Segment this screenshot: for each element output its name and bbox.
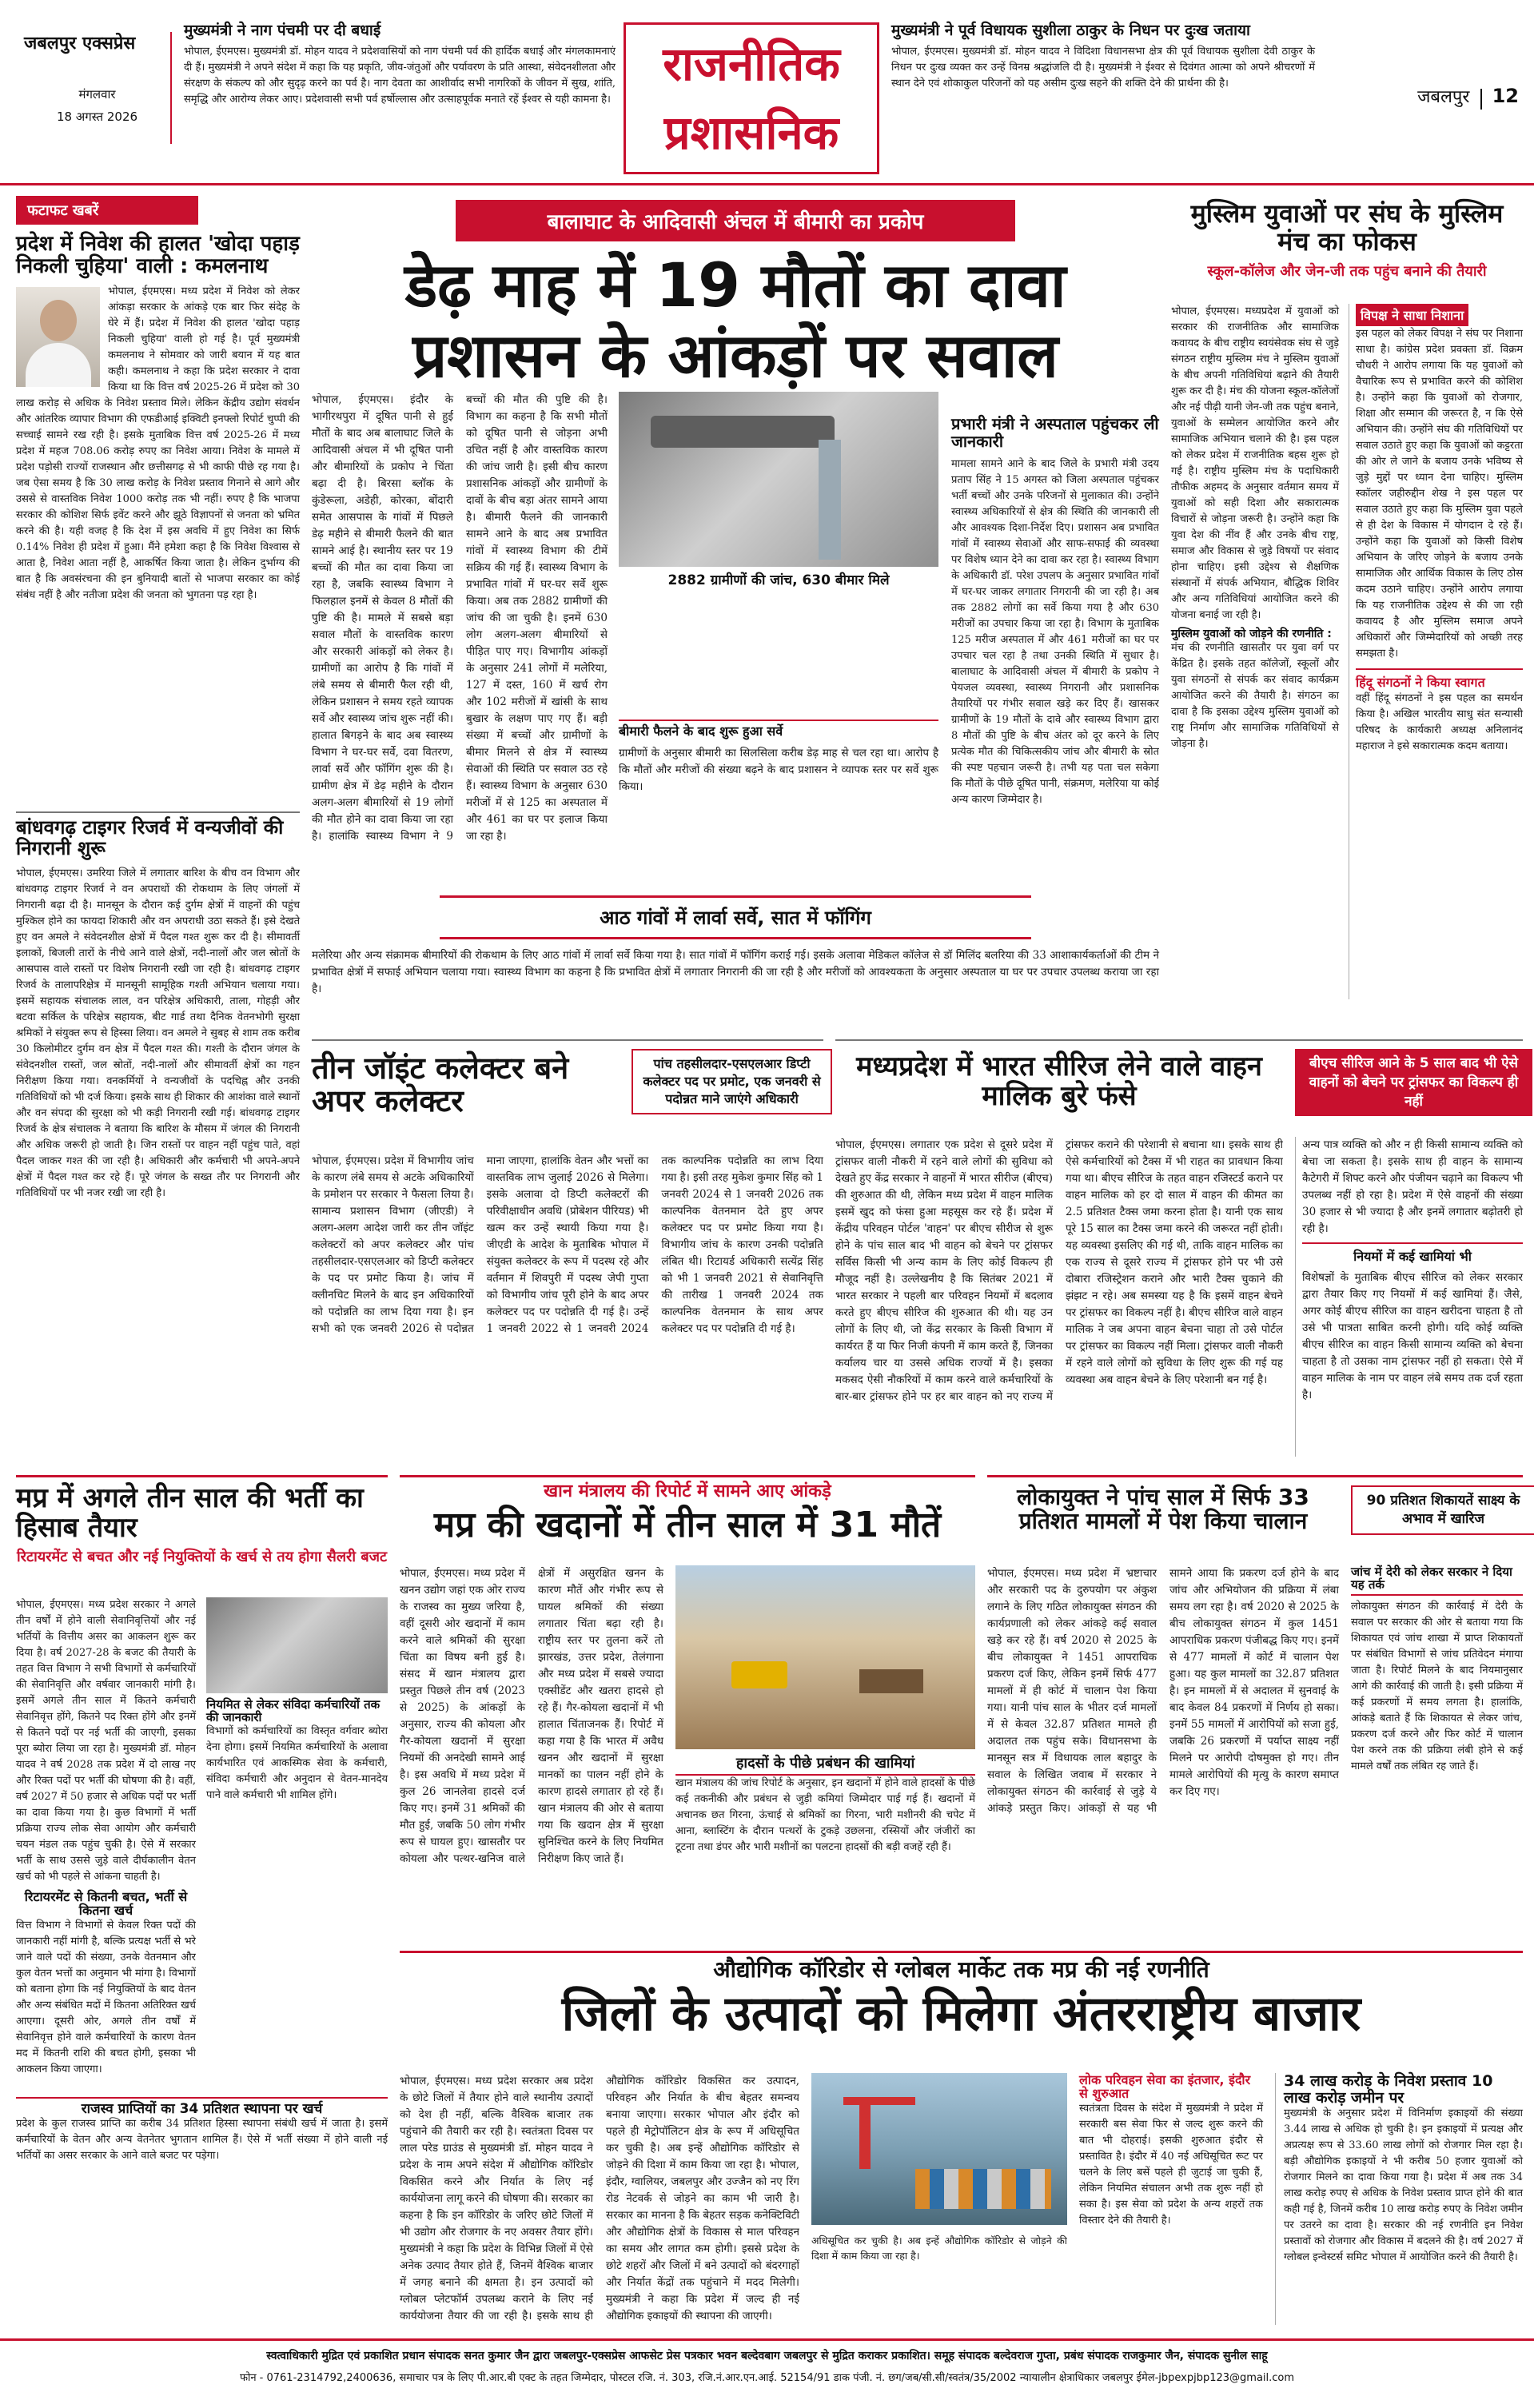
bh-box: बीएच सीरिज आने के 5 साल बाद भी ऐसे वाहनों को बेचने पर ट्रांसफर का विकल्प ही नहीं [1295, 1049, 1532, 1116]
collector-story [312, 1039, 823, 1463]
muslim-headline: मुस्लिम युवाओं पर संघ के मुस्लिम मंच का फोकस [1190, 198, 1504, 257]
muslim-main-col [1171, 304, 1339, 999]
collector-box: पांच तहसीलदार-एसएलआर डिप्टी कलेक्टर पद पर प्रमोट, एक जनवरी से पदोन्नत माने जाएंगे अधिकारी [632, 1049, 832, 1114]
issue-day: मंगलवार [78, 87, 116, 102]
opposition-label: विपक्ष ने साधा निशाना [1356, 304, 1468, 326]
page-locator [1327, 84, 1519, 116]
imprint-line1: स्वत्वाधिकारी मुद्रित एवं प्रकाशित प्रधान संपादक सनत कुमार जैन द्वारा जबलपुर-एक्सप्रेस आफसेट प्रेस पत्रकार भवन बल्देवबाग जबलपुर से मुद्रित कराकर प्रकाशित। समूह संपादक बल्देवराज गुप्ता, प्रबंध संपादक राजकुमार जैन, संपादक सुनील साहू [266, 2350, 1268, 2362]
hindu-body: वहीं हिंदू संगठनों ने इस पहल का समर्थन किया है। अखिल भारतीय साधु संत सन्यासी परिषद के कार्यकारी अध्यक्ष अनिलानंद महाराज ने इसे सकारात्मक कदम बताया। [1356, 692, 1523, 752]
khadan-body: भोपाल, ईएमएस। मध्य प्रदेश में खनन उद्योग जहां एक ओर राज्य के राजस्व का मुख्य जरिया है, वहीं दूसरी ओर खदानों में काम करने वाले श्रमिकों की सुरक्षा चिंता का विषय बनी हुई है। संसद में खान मंत्रालय द्वारा प्रस्तुत पिछले तीन वर्ष (2023 से 2025) के आंकड़ों के अनुसार, राज्य की कोयला और गैर-कोयला खदानों में सुरक्षा नियमों की अनदेखी सामने आई है। इस अवधि में मध्य प्रदेश में कुल 26 जानलेवा हादसे दर्ज किए गए। इनमें 31 श्रमिकों की मौत हुई, जबकि 50 लोग गंभीर रूप से घायल हुए। खासतौर पर कोयला और पत्थर-खनिज वाले क्षेत्रों में असुरक्षित खनन के कारण मौतें और गंभीर रूप से घायल श्रमिकों की संख्या लगातार चिंता बढ़ा रही है। राष्ट्रीय स्तर पर तुलना करें तो झारखंड, उत्तर प्रदेश, तेलंगाना और मध्य प्रदेश में सबसे ज्यादा एक्सीडेंट और खतरा हादसे हो रहे हैं। गैर-कोयला खदानों में भी हालात चिंताजनक हैं। रिपोर्ट में कहा गया है कि भारत में अवैध खनन और खदानों में सुरक्षा मानकों का पालन नहीं होने के कारण हादसे लगातार हो रहे हैं। खान मंत्रालय की ओर से बताया गया कि खदान क्षेत्र में सुरक्षा सुनिश्चित करने के लिए नियमित निरीक्षण किए जाते हैं। [400, 1567, 663, 1865]
city-name: जबलपुर [1417, 87, 1470, 107]
bh-series-story [835, 1039, 1523, 1463]
main-body-top [312, 392, 608, 887]
page-number: 12 [1492, 85, 1519, 107]
muslim-body: भोपाल, ईएमएस। मध्यप्रदेश में युवाओं को सरकार की राजनीतिक और सामाजिक कवायद के बीच राष्ट्रीय स्वयंसेवक संघ से जुड़े संगठन राष्ट्रीय मुस्लिम मंच ने मुस्लिम युवाओं के बीच अपनी गतिविधियां बढ़ाने की तैयारी शुरू कर दी है। मंच की योजना स्कूल-कॉलेजों और नई पीढ़ी यानी जेन-जी तक पहुंच बनाने, युवाओं के सम्मेलन आयोजित करने और सामाजिक अभियान चलाने की है। इस पहल को लेकर प्रदेश में राजनीतिक बहस शुरू हो गई है। राष्ट्रीय मुस्लिम मंच के पदाधिकारी तौफीक अहमद के अनुसार वर्तमान समय में युवाओं को सही दिशा और सकारात्मक विचारों से जोड़ना जरूरी है। उन्होंने कहा कि युवा देश की नींव हैं और उनके बीच राष्ट्र, समाज और विकास से जुड़े विषयों पर संवाद होना चाहिए। इसी उद्देश्य से शैक्षणिक संस्थानों में संपर्क अभियान, बौद्धिक शिविर और अन्य गतिविधियां आयोजित करने की योजना बनाई जा रही है। [1171, 305, 1339, 621]
collector-body: भोपाल, ईएमएस। प्रदेश में विभागीय जांच के कारण लंबे समय से अटके अधिकारियों के प्रमोशन पर सरकार ने फैसला लिया है। सामान्य प्रशासन विभाग (जीएडी) ने अलग-अलग आदेश जारी कर तीन जॉइंट कलेक्टरों को अपर कलेक्टर और पांच तहसीलदार-एसएलआर को डिप्टी कलेक्टर के पद पर प्रमोट किया है। जांच में क्लीनचिट मिलने के बाद इन अधिकारियों को पदोन्नति का लाभ दिया गया है। इन सभी को एक जनवरी 2026 से पदोन्नत माना जाएगा, हालांकि वेतन और भत्तों का वास्तविक लाभ जुलाई 2026 से मिलेगा। इसके अलावा दो डिप्टी कलेक्टरों की परिवीक्षाधीन अवधि (प्रोबेशन पीरियड) भी खत्म कर उन्हें स्थायी किया गया है। जीएडी के आदेश के मुताबिक भोपाल में संयुक्त कलेक्टर के रूप में पदस्थ रहे और वर्तमान में शिवपुरी में पदस्थ जेपी गुप्ता को विभागीय जांच पूरी होने के बाद अपर कलेक्टर पद पर पदोन्नति दी गई है। उन्हें 1 जनवरी 2022 से 1 जनवरी 2024 तक काल्पनिक पदोन्नति का लाभ दिया गया है। इसी तरह मुकेश कुमार सिंह को 1 जनवरी 2024 से 1 जनवरी 2026 तक काल्पनिक वेतनमान देते हुए अपर कलेक्टर पद पर प्रमोट किया गया है। विभागीय जांच के कारण उनकी पदोन्नति लंबित थी। रिटायर्ड अधिकारी सत्येंद्र सिंह को भी 1 जनवरी 2021 से सेवानिवृत्ति की तारीख 1 जनवरी 2024 तक काल्पनिक वेतनमान के साथ अपर कलेक्टर पद पर पदोन्नति दी गई है। [312, 1154, 823, 1335]
lokayukt-sub: जांच में देरी को लेकर सरकार ने दिया यह तर्क [1351, 1565, 1523, 1596]
paper-name: जबलपुर एक्सप्रेस [24, 34, 136, 54]
corridor-kicker: औद्योगिक कॉरिडोर से ग्लोबल मार्केट तक मप्र की नई रणनीति [713, 1956, 1209, 1983]
fatafat-body: भोपाल, ईएमएस। मध्य प्रदेश में निवेश को लेकर आंकड़ा सरकार के आंकड़े एक बार फिर संदेह के घेरे में हैं। प्रदेश में निवेश की हालत 'खोदा पहाड़ निकली चुहिया' वाली हो गई है। पूर्व मुख्यमंत्री कमलनाथ ने सोमवार को जारी बयान में यह बात कही। कमलनाथ ने कहा कि प्रदेश सरकार ने दावा किया था कि वित्त वर्ष 2025-26 में प्रदेश को 30 लाख करोड़ से अधिक के निवेश प्रस्ताव मिले। लेकिन केंद्रीय उद्योग संवर्धन और आंतरिक व्यापार विभाग की एफडीआई इक्विटी इनफ्लो रिपोर्ट चुप्पी की सच्चाई सामने रख रही है। इसके मुताबिक वित्त वर्ष 2025-26 में मध्य प्रदेश में महज 708.06 करोड़ रुपए का निवेश आया। निवेश के मामले में प्रदेश पड़ोसी राज्यों राजस्थान और छत्तीसगढ़ से भी काफी पीछे रह गया है। जब ऐसा समय है कि 30 लाख करोड़ के निवेश प्रस्ताव गिनाने से आगे और उससे से वास्तविक निवेश 1000 करोड़ तक भी नहीं। रुपए है कि भाजपा सरकार की कोशिश सिर्फ इवेंट करने और झूठे विज्ञापनों से जनता को भ्रमित करने की है। यही वजह है कि देश में इस अवधि में हुए निवेश का सिर्फ 0.14% निवेश ही प्रदेश में हुआ। मैंने हमेशा कहा है कि निवेश विश्वास से आता है, निवेश आता नहीं है, आकर्षित किया जाता है। लेकिन दुर्भाग्य की बात है कि अवसंरचना की इन बुनियादी बातों से भाजपा सरकार का कोई संबंध नहीं है और नतीजा प्रदेश की जनता को भुगतना पड़ रहा है। [16, 285, 300, 602]
muslim-sub2-body: मंच की रणनीति खासतौर पर युवा वर्ग पर केंद्रित है। इसके तहत कॉलेजों, स्कूलों और युवा संगठनों से संपर्क कर संवाद कार्यक्रम आयोजित करने की तैयारी है। संगठन का दावा है कि इसका उद्देश्य मुस्लिम युवाओं को राष्ट्र निर्माण और सामाजिक गतिविधियों से जोड़ना है। [1171, 642, 1339, 751]
fatafat-section [16, 196, 300, 807]
prabhari-headline: प्रभारी मंत्री ने अस्पताल पहुंचकर ली जानकारी [951, 414, 1159, 451]
main-body-under-photo [619, 600, 938, 887]
bharti-sub2-body: वित्त विभाग ने विभागों से केवल रिक्त पदों की जानकारी नहीं मांगी है, बल्कि प्रत्यक्ष भर्ती से भरे जाने वाले पदों की संख्या, उनके वेतनमान और कुल वेतन भत्तों का अनुमान भी मांगा है। विभागों को बताना होगा कि नई नियुक्तियों के बाद वेतन और अन्य संबंधित मदों में कितना अतिरिक्त खर्च आएगा। दूसरी ओर, अगले तीन वर्षों में सेवानिवृत्त होने वाले कर्मचारियों के कारण वेतन मद में कितनी राशि की बचत होगी, इसका भी आकलन किया जाएगा। [16, 1919, 196, 2075]
prabhari-body: मामला सामने आने के बाद जिले के प्रभारी मंत्री उदय प्रताप सिंह ने 15 अगस्त को जिला अस्पताल पहुंचकर भर्ती बच्चों और उनके परिजनों से मुलाकात की। उन्होंने स्वास्थ्य अधिकारियों से क्षेत्र की स्थिति की जानकारी ली और आवश्यक दिशा-निर्देश दिए। प्रशासन अब प्रभावित गांवों में स्वास्थ्य सेवाओं और साफ-सफाई की व्यवस्था पर विशेष ध्यान देने का दावा कर रहा है। स्वास्थ्य विभाग के अधिकारी डॉ. परेश उपलप के अनुसार प्रभावित गांवों में घर-घर जाकर लगातार निगरानी की जा रही है। अब तक 2882 लोगों का सर्वे किया गया है और 630 मरीजों का उपचार किया जा रहा है। विभाग के मुताबिक 125 मरीज अस्पताल में और 461 मरीजों का घर पर उपचार चल रहा है तथा उनकी स्थिति में सुधार है। बालाघाट के आदिवासी अंचल में बीमारी के प्रकोप ने पेयजल व्यवस्था, स्वास्थ्य निगरानी और प्रशासनिक तैयारियों पर गंभीर सवाल खड़े कर दिए हैं। खासकर ग्रामीणों के 19 मौतों के दावे और स्वास्थ्य विभाग द्वारा 8 मौतों की पुष्टि के बीच अंतर को दूर करने के लिए प्रत्येक मौत की चिकित्सकीय जांच और बीमारी के स्रोत की स्पष्ट पहचान जरूरी है। तभी यह पता चल सकेगा कि मौतों के पीछे दूषित पानी, संक्रमण, मलेरिया या कोई अन्य कारण जिम्मेदार है। [951, 458, 1159, 807]
khadan-story [400, 1475, 975, 1939]
main-pullquote: बीमारी फैलने के बाद शुरू हुआ सर्वे [619, 720, 938, 738]
main-headline-line1: डेढ़ माह में 19 मौतों का दावा [404, 249, 1066, 321]
bharti-sub4: राजस्व प्राप्तियों का 34 प्रतिशत स्थापना पर खर्च [81, 2101, 323, 2117]
tap-water-icon [651, 416, 835, 448]
avatar-icon [40, 300, 77, 341]
main-headline-line2: प्रशासन के आंकड़ों पर सवाल [412, 320, 1058, 392]
brief-body: भोपाल, ईएमएस। मुख्यमंत्री डॉ. मोहन यादव ने विदिशा विधानसभा क्षेत्र की पूर्व विधायक सुशीला देवी ठाकुर के निधन पर दुःख व्यक्त कर उन्हें विनम्र श्रद्धांजलि दी है। मुख्यमंत्री ने ईश्वर से दिवंगत आत्मा को अपने श्रीचरणों में स्थान देने एवं शोकाकुल परिजनों को यह असीम दुःख सहने की शक्ति देने की प्रार्थना की है। [891, 45, 1315, 90]
main-photo [619, 392, 938, 592]
corridor-right-col [1275, 2073, 1523, 2325]
khadan-body2: खान मंत्रालय की जांच रिपोर्ट के अनुसार, इन खदानों में होने वाले हादसों के पीछे कई तकनीकी और प्रबंधन से जुड़ी कमियां जिम्मेदार पाई गई हैं। खदानों में अचानक छत गिरना, ऊंचाई से श्रमिकों का गिरना, भारी मशीनरी की चपेट में आना, ब्लास्टिंग के दौरान पत्थरों के टुकड़े उछलना, रस्सियों और जंजीरों का टूटना तथा डंपर और भारी मशीनों का पलटना हादसों की बड़ी वजहें रही हैं। [675, 1777, 975, 1854]
khadan-kicker: खान मंत्रालय की रिपोर्ट में सामने आए आंकड़े [544, 1481, 831, 1501]
bh-side2-body: विशेषज्ञों के मुताबिक बीएच सीरिज को लेकर सरकार द्वारा तैयार किए गए नियमों में कई खामियां हैं। जैसे, अगर कोई बीएच सीरिज का वाहन खरीदना चाहता है तो उसे भी पात्रता साबित करनी होगी। यदि कोई व्यक्ति बीएच सीरिज का वाहन किसी सामान्य व्यक्ति को बेचना चाहता है तो उसका नाम ट्रांसफर नहीं हो सकता। ऐसे में वाहन मालिक के नाम पर वाहन लंबे समय तक दर्ज रहता है। [1302, 1271, 1523, 1401]
tiger-headline: बांधवगढ़ टाइगर रिजर्व में वन्यजीवों की निगरानी शुरू [16, 816, 284, 859]
corridor-story [400, 1951, 1523, 2326]
section-title-line2: प्रशासनिक [663, 106, 839, 160]
port-photo [811, 2073, 1067, 2225]
container-ship-icon [915, 2169, 1051, 2209]
bh-side-label: नियमों में कई खामियां भी [1302, 1242, 1523, 1265]
corridor-body: भोपाल, ईएमएस। मध्य प्रदेश सरकार अब प्रदेश के छोटे जिलों में तैयार होने वाले स्थानीय उत्पादों को देश ही नहीं, बल्कि वैश्विक बाजार तक पहुंचाने की तैयारी कर रही है। स्वतंत्रता दिवस पर लाल परेड ग्राउंड से मुख्यमंत्री डॉ. मोहन यादव ने प्रदेश के नाम अपने संदेश में औद्योगिक कॉरिडोर विकसित करने और निर्यात के लिए नई कार्ययोजना लागू करने की घोषणा की। सरकार का कहना है कि इन कॉरिडोर के जरिए छोटे जिलों में भी उद्योग और रोजगार के नए अवसर तैयार होंगे। मुख्यमंत्री ने कहा कि प्रदेश के विभिन्न जिलों में ऐसे अनेक उत्पाद तैयार होते हैं, जिनमें वैश्विक बाजार में जगह बनाने की क्षमता है। इन उत्पादों को ग्लोबल प्लेटफॉर्म उपलब्ध कराने के लिए नई कार्ययोजना तैयार की जा रही है। इसके साथ ही औद्योगिक कॉरिडोर विकसित कर उत्पादन, परिवहन और निर्यात के बीच बेहतर समन्वय बनाया जाएगा। सरकार भोपाल और इंदौर को पहले ही मेट्रोपॉलिटन क्षेत्र के रूप में अधिसूचित कर चुकी है। अब इन्हें औद्योगिक कॉरिडोर से जोड़ने की दिशा में काम किया जा रहा है। भोपाल, इंदौर, ग्वालियर, जबलपुर और उज्जैन को नए रिंग रोड नेटवर्क से जोड़ने का काम भी जारी है। सरकार का मानना है कि बेहतर सड़क कनेक्टिविटी और औद्योगिक क्षेत्रों के विकास से माल परिवहन का समय और लागत कम होगी। इससे प्रदेश के छोटे शहरों और जिलों में बने उत्पादों को बंदरगाहों और निर्यात केंद्रों तक पहुंचाने में मदद मिलेगी। मुख्यमंत्री ने कहा कि प्रदेश में जल्द ही नई औद्योगिक इकाइयों की स्थापना की जाएगी। [400, 2075, 799, 2322]
lokayukt-sub-body: लोकायुक्त संगठन की कार्रवाई में देरी के सवाल पर सरकार की ओर से बताया गया कि शिकायत एवं जांच शाखा में प्राप्त शिकायतों पर संबंधित विभागों से जांच प्रतिवेदन मंगाया जाता है। रिपोर्ट मिलने के बाद नियमानुसार आगे की कार्रवाई की जाती है। इसी प्रक्रिया में कई प्रकरणों में समय लगता है। हालांकि, आंकड़े बताते हैं कि शिकायत से लेकर जांच, प्रकरण दर्ज करने और फिर कोर्ट में चालान पेश करने तक की प्रक्रिया लंबी होने से कई मामले वर्षों तक लंबित रह जाते हैं। [1351, 1601, 1523, 1773]
larva-body: मलेरिया और अन्य संक्रामक बीमारियों की रोकथाम के लिए आठ गांवों में लार्वा सर्वे किया गया है। सात गांवों में फॉगिंग कराई गई। इसके अलावा मेडिकल कॉलेज से डॉ मिलिंद बलरिया की 33 आशाकार्यकर्ताओं की टीम ने प्रभावित क्षेत्रों में सफाई अभियान चलाया गया। स्वास्थ्य विभाग का कहना है कि प्रभावित क्षेत्रों में लगातार निगरानी की जा रही है और मरीजों को आवश्यकता के अनुसार अस्पताल या घर पर उपचार उपलब्ध कराया जा रहा है। [312, 949, 1159, 995]
section-title-box [624, 22, 879, 174]
corridor-mid-col [1079, 2073, 1263, 2325]
muslim-side-col [1349, 304, 1523, 999]
collector-headline: तीन जॉइंट कलेक्टर बने अपर कलेक्टर [312, 1051, 569, 1119]
opposition-body: इस पहल को लेकर विपक्ष ने संघ पर निशाना साधा है। कांग्रेस प्रदेश प्रवक्ता डॉ. विक्रम चौधरी ने आरोप लगाया कि यह युवाओं को वैचारिक रूप से प्रभावित करने की कोशिश है। उन्होंने कहा कि युवाओं को रोजगार, शिक्षा और सम्मान की जरूरत है, न कि ऐसे अभियान की। उन्होंने संघ की गतिविधियों पर सवाल उठाते हुए कहा कि युवाओं को कट्टरता की ओर ले जाने के बजाय उनके भविष्य से जुड़े मुद्दों पर ध्यान देना चाहिए। मुस्लिम स्कॉलर जहीरुद्दीन शेख ने इस पहल पर सवाल उठाते हुए कहा कि मुस्लिम युवा पहले से ही देश के विकास में योगदान दे रहे हैं। उन्होंने कहा कि युवाओं को किसी विशेष अभियान के जरिए जोड़ने के बजाय उनके सामाजिक और आर्थिक विकास के लिए ठोस कदम उठाने चाहिए। उन्होंने आरोप लगाया कि यह राजनीतिक उद्देश्य से की जा रही कवायद है और मुस्लिम समाज अपने अधिकारों और जिम्मेदारियों को अच्छी तरह समझता है। [1356, 328, 1523, 660]
brief-headline: मुख्यमंत्री ने पूर्व विधायक सुशीला ठाकुर के निधन पर दुःख जताया [891, 22, 1250, 39]
bharti-sub4-body: प्रदेश के कुल राजस्व प्राप्ति का करीब 34 प्रतिशत हिस्सा स्थापना संबंधी खर्च में जाता है। इसमें कर्मचारियों के वेतन और अन्य वेतनेतर भुगतान शामिल हैं। ऐसे में भर्ती संख्या में होने वाली नई भर्तियों का असर सरकार के आने वाले बजट पर पड़ेगा। [16, 2118, 388, 2163]
bharti-sub3-body: विभागों को कर्मचारियों का विस्तृत वर्गवार ब्योरा देना होगा। इसमें नियमित कर्मचारियों के अलावा कार्यभारित एवं आकस्मिक सेवा के कर्मचारी, संविदा कर्मचारी और अनुदान से वेतन-मानदेय पाने वाले कर्मचारी भी शामिल होंगे। [206, 1725, 388, 1802]
corridor-right-body: मुख्यमंत्री के अनुसार प्रदेश में विनिर्माण इकाइयों की संख्या 3.44 लाख से अधिक हो चुकी है। इन इकाइयों में प्रत्यक्ष और अप्रत्यक्ष रूप से 33.60 लाख लोगों को रोजगार मिल रहा है। बड़ी औद्योगिक इकाइयों ने भी करीब 50 हजार युवाओं को रोजगार मिलने का दावा किया गया है। प्रदेश में अब तक 34 लाख करोड़ रुपए से अधिक के निवेश प्रस्ताव प्राप्त होने की बात कही गई है, जिनमें करीब 10 लाख करोड़ रुपए के निवेश जमीन पर उतरने का दावा है। सरकार की नई रणनीति इन निवेश प्रस्तावों को रोजगार और विकास में बदलने की है। वर्ष 2027 में ग्लोबल इन्वेस्टर्स समिट भोपाल में आयोजित करने की तैयारी है। [1284, 2107, 1523, 2264]
lokayukt-body: भोपाल, ईएमएस। मध्य प्रदेश में भ्रष्टाचार और सरकारी पद के दुरुपयोग पर अंकुश लगाने के लिए गठित लोकायुक्त संगठन की कार्यप्रणाली को लेकर आंकड़े कई सवाल खड़े कर रहे हैं। वर्ष 2020 से 2025 के बीच लोकायुक्त ने 1451 आपराधिक प्रकरण दर्ज किए, लेकिन इनमें सिर्फ 477 मामलों में ही कोर्ट में चालान पेश किया गया। यानी पांच साल के भीतर दर्ज मामलों में से केवल 32.87 प्रतिशत मामले ही अदालत तक पहुंच सके। विधानसभा के मानसून सत्र में विधायक लाल बहादुर के सवाल के लिखित जवाब में सरकार ने लोकायुक्त संगठन की कार्रवाई से जुड़े ये आंकड़े प्रस्तुत किए। आंकड़ों से यह भी सामने आया कि प्रकरण दर्ज होने के बाद जांच और अभियोजन की प्रक्रिया में लंबा समय लग रहा है। वर्ष 2020 से 2025 के बीच लोकायुक्त संगठन में कुल 1451 आपराधिक प्रकरण पंजीबद्ध किए गए। इनमें से 477 मामलों में कोर्ट में चालान पेश हुआ। यह कुल मामलों का 32.87 प्रतिशत है। इन मामलों में से अदालत में सुनवाई के बाद केवल 84 प्रकरणों में निर्णय हो सका। इनमें 55 मामलों में आरोपियों को सजा हुई, जबकि 26 प्रकरणों में पर्याप्त साक्ष्य नहीं मिलने पर आरोपी दोषमुक्त हो गए। तीन मामले आरोपियों की मृत्यु के कारण समाप्त कर दिए गए। [987, 1567, 1339, 1815]
imprint-footer [0, 2338, 1534, 2408]
corridor-body-under-photo: अधिसूचित कर चुकी है। अब इन्हें औद्योगिक कॉरिडोर से जोड़ने की दिशा में काम किया जा रहा है। [811, 2235, 1067, 2262]
corridor-right-head: 34 लाख करोड़ के निवेश प्रस्ताव 10 लाख करोड़ जमीन पर [1284, 2072, 1493, 2107]
main-kicker: बालाघाट के आदिवासी अंचल में बीमारी का प्रकोप [456, 200, 1015, 241]
brief-cm-condolence [891, 22, 1315, 174]
bh-side-col [1295, 1137, 1523, 1457]
bh-side-body: अन्य पात्र व्यक्ति को और न ही किसी सामान्य व्यक्ति को बेचा जा सकता है। इसके साथ ही वाहन के सामान्य कैटेगरी में शिफ्ट करने और पंजीयन चढ़ाने का विकल्प भी उपलब्ध नहीं हो रहा है। प्रदेश में ऐसे वाहनों की संख्या 30 हजार से भी ज्यादा है और इनमें लगातार बढ़ोतरी हो रही है। [1302, 1138, 1523, 1235]
prabhari-box [951, 416, 1159, 887]
bharti-sub2: रिटायरमेंट से कितनी बचत, भर्ती से कितना खर्च [24, 1889, 188, 1919]
photo-caption: 2882 ग्रामीणों की जांच, 630 बीमार मिले [619, 567, 938, 592]
tiger-body: भोपाल, ईएमएस। उमरिया जिले में लगातार बारिश के बीच वन विभाग और बांधवगढ़ टाइगर रिजर्व ने वन अपराधों की रोकथाम के लिए जंगलों में निगरानी बढ़ा दी है। मानसून के दौरान कई दुर्गम क्षेत्रों में वाहनों की पहुंच मुश्किल होने का फायदा शिकारी और वन अपराधी उठा सकते हैं। इसे देखते हुए वन अमले ने संवेदनशील क्षेत्रों में पैदल गश्त शुरू कर दी है। सीमावर्ती इलाकों, बिजली तारों के नीचे आने वाले क्षेत्रों, नदी-नालों और जल स्रोतों के आसपास वाले रास्तों पर विशेष निगरानी रखी जा रही है। बांधवगढ़ टाइगर रिजर्व के तालापरिक्षेत्र में मानसूनी सामूहिक गश्ती अभियान चलाया गया। इसमें सहायक संचालक लाल, वन परिक्षेत्र अधिकारी, ताला, गोहड़ी और बटवा सर्किल के परिक्षेत्र सहायक, बीट गार्ड तथा दैनिक वेतनभोगी सुरक्षा श्रमिकों ने संयुक्त रूप से हिस्सा लिया। वन अमले ने सुबह से शाम तक करीब 30 किलोमीटर दुर्गम वन क्षेत्र में पैदल गश्त की। गश्ती के दौरान जंगल के संवेदनशील रास्तों, जल स्रोतों, नदी-नालों और सीमावर्ती क्षेत्रों का गहन निरीक्षण किया गया। वनकर्मियों ने वन्यजीवों के पदचिह्न और उनकी गतिविधियों को भी दर्ज किया। इसके साथ ही शिकार की आशंका वाले स्थानों और वन संपदा की सुरक्षा को भी कड़ी निगरानी रखी गई। बांधवगढ़ टाइगर रिजर्व के क्षेत्र संचालक ने बताया कि बारिश के मौसम में जंगल की निगरानी और अधिक जरूरी हो जाती है। जिन रास्तों पर वाहन नहीं पहुंच पाते, वहां पैदल जाकर गश्त की जा रही है। अधिकारी और कर्मचारी भी अपने-अपने क्षेत्रों में पैदल गश्त कर रहे हैं। पूरे जंगल के सख्त तौर पर निगरानी और गतिविधियों पर भी नजर रखी जा रही है। [16, 867, 300, 1199]
kamalnath-photo [16, 287, 100, 387]
khadan-headline: मप्र की खदानों में तीन साल में 31 मौतें [433, 1504, 942, 1545]
lokayukt-box: 90 प्रतिशत शिकायतें साक्ष्य के अभाव में खारिज [1351, 1485, 1534, 1535]
fatafat-headline: प्रदेश में निवेश की हालत 'खोदा पहाड़ निकली चुहिया' वाली : कमलनाथ [16, 232, 300, 279]
corridor-mid-head: लोक परिवहन सेवा का इंतजार, इंदौर से शुरुआत [1079, 2072, 1251, 2102]
muslim-subhead: स्कूल-कॉलेज और जेन-जी तक पहुंच बनाने की तैयारी [1207, 263, 1487, 281]
larva-kicker: आठ गांवों में लार्वा सर्वे, सात में फॉगिंग [440, 895, 1031, 939]
tiger-story [16, 811, 300, 1463]
bharti-story [16, 1475, 388, 2274]
khadan-caption-block [675, 1756, 975, 1936]
bh-headline: मध्यप्रदेश में भारत सीरिज लेने वाले वाहन मालिक बुरे फंसे [856, 1051, 1262, 1112]
main-story [312, 200, 1159, 1111]
lokayukt-story [987, 1475, 1523, 1939]
bharti-headline: मप्र में अगले तीन साल की भर्ती का हिसाब तैयार [16, 1482, 364, 1544]
bharti-body: भोपाल, ईएमएस। मध्य प्रदेश सरकार ने अगले तीन वर्षों में होने वाली सेवानिवृत्तियों और नई भर्तियों के वित्तीय असर का आकलन शुरू कर दिया है। वर्ष 2027-28 के बजट की तैयारी के तहत वित्त विभाग ने सभी विभागों से कर्मचारियों की सेवानिवृत्ति और वर्षवार जानकारी मांगी है। इसमें अगले तीन साल में कितने कर्मचारी सेवानिवृत्त होंगे, कितने पद रिक्त होंगे और इनमें से कितने पदों पर नई भर्ती की जाएगी, इसका पूरा ब्योरा लिया जा रहा है। मुख्यमंत्री डॉ. मोहन यादव ने वर्ष 2028 तक प्रदेश में दो लाख नए और रिक्त पदों पर भर्ती की घोषणा की है। वहीं, वर्ष 2027 में 50 हजार से अधिक पदों पर भर्ती का दावा किया गया है। कुछ विभागों में भर्ती प्रक्रिया राज्य लोक सेवा आयोग और कर्मचारी चयन मंडल तक पहुंच चुकी है। ऐसे में सरकार भर्ती के साथ उससे जुड़े वाले दीर्घकालीन वेतन खर्च को भी पहले से आंकना चाहती है। [16, 1599, 196, 1883]
excavator-icon [731, 1661, 787, 1688]
bh-body: भोपाल, ईएमएस। लगातार एक प्रदेश से दूसरे प्रदेश में ट्रांसफर वाली नौकरी में रहने वाले लोगों की सुविधा को देखते हुए केंद्र सरकार ने वाहनों में भारत सीरीज (बीएच) की शुरुआत की थी, लेकिन मध्य प्रदेश में वाहन मालिक इसमें खुद को फंसा हुआ महसूस कर रहे हैं। प्रदेश में केंद्रीय परिवहन पोर्टल 'वाहन' पर बीएच सीरीज से शुरू होने के पांच साल बाद भी वाहन को बेचने पर ट्रांसफर सर्विस किसी भी अन्य काम के लिए कोई विकल्प ही मौजूद नहीं है। उल्लेखनीय है कि सितंबर 2021 में भारत सरकार ने पहली बार परिवहन नियमों में बदलाव करते हुए बीएच सीरिज की शुरुआत की थी। यह उन लोगों के लिए थी, जो केंद्र सरकार के किसी विभाग में कार्यरत हैं या फिर निजी कंपनी में काम करते हैं, जिनका कर्यालय चार या उससे अधिक राज्यों में है। इसका मकसद ऐसी नौकरियों में काम करने वाले कर्मचारियों के बार-बार ट्रांसफर होने पर हर बार वाहन को नए राज्य में ट्रांसफर कराने की परेशानी से बचाना था। इसके साथ ही ऐसे कर्मचारियों को टैक्स में भी राहत का प्रावधान किया गया था। बीएच सीरिज के तहत वाहन रजिस्टर्ड कराने पर वाहन मालिक को हर दो साल में वाहन की कीमत का 2.5 प्रतिशत टैक्स जमा करना होता है। यानी एक साथ पूरे 15 साल का टैक्स जमा करने की जरूरत नहीं होती। यह व्यवस्था इसलिए की गई थी, ताकि वाहन मालिक का एक राज्य से दूसरे राज्य में ट्रांसफर होने पर भी उसे दोबारा रजिस्ट्रेशन कराने और भारी टैक्स चुकाने की झंझट न रहे। अब समस्या यह है कि इसमें वाहन बेचने पर ट्रांसफर का विकल्प नहीं है। बीएच सीरिज वाले वाहन मालिक ने जब अपना वाहन बेचना चाहा तो उसे पोर्टल पर ट्रांसफर का विकल्प नहीं मिला। ट्रांसफर वाली नौकरी में रहने वाले लोगों को सुविधा के लिए शुरू की गई यह व्यवस्था अब वाहन बेचने के लिए परेशानी बन गई है। [835, 1138, 1283, 1403]
bharti-subhead: रिटायरमेंट से बचत और नई नियुक्तियों के खर्च से तय होगा सैलरी बजट [16, 1549, 388, 1566]
brief-body: भोपाल, ईएमएस। मुख्यमंत्री डॉ. मोहन यादव ने प्रदेशवासियों को नाग पंचमी पर्व की हार्दिक बधाई और मंगलकामनाएं दी हैं। मुख्यमंत्री ने अपने संदेश में कहा कि यह प्रकृति, जीव-जंतुओं और पर्यावरण के प्रति आस्था, संवेदनशीलता और संरक्षण के संकल्प को और सुदृढ़ करने का पर्व है। नाग देवता का आशीर्वाद सभी नागरिकों के जीवन में सुख, शांति, समृद्धि और आरोग्य लेकर आए। प्रदेशवासी सभी पर्व हर्षोल्लास और उत्साहपूर्वक मनाते रहें ईश्वर से यही कामना है। [184, 45, 616, 106]
mine-photo [675, 1565, 975, 1749]
fatafat-label: फटाफट खबरें [16, 196, 198, 225]
issue-date: 18 अगस्त 2026 [56, 110, 138, 124]
hindu-label: हिंदू संगठनों ने किया स्वागत [1356, 668, 1523, 691]
imprint-line2: फोन - 0761-2314792,2400636, समाचार पत्र के लिए पी.आर.बी एक्ट के तहत जिम्मेदार, पोस्टल रजि. नं. 303, रजि.नं.आर.एन.आई. 52154/91 डाक पंजी. नं. छग/जब/सी.सी/स्वतंत्र/35/2002 न्यायालीन क्षेत्राधिकार जबलपुर ईमेल-jbpexpjbp123@gmail.com [239, 2372, 1295, 2384]
crane-icon [859, 2097, 871, 2169]
corridor-headline: जिलों के उत्पादों को मिलेगा अंतरराष्ट्रीय बाजार [561, 1986, 1361, 2043]
masthead [0, 0, 1534, 185]
larva-section [312, 895, 1159, 1015]
muslim-story [1171, 200, 1523, 1007]
main-body-cont: ग्रामीणों के अनुसार बीमारी का सिलसिला करीब डेढ़ माह से चल रहा था। आरोप है कि मौतों और मरीजों की संख्या बढ़ने के बाद प्रशासन ने व्यापक स्तर पर सर्वे शुरू किया। [619, 747, 938, 793]
brief-headline: मुख्यमंत्री ने नाग पंचमी पर दी बधाई [184, 22, 381, 39]
khadan-caption: हादसों के पीछे प्रबंधन की खामियां [675, 1756, 975, 1776]
paper-name-box [24, 32, 172, 144]
brief-cm-nagpanchami [184, 22, 616, 174]
corridor-mid-body: स्वतंत्रता दिवस के संदेश में मुख्यमंत्री ने प्रदेश में सरकारी बस सेवा फिर से जल्द शुरू करने की बात भी दोहराई। इसकी शुरुआत इंदौर से प्रस्तावित है। इंदौर में 40 नई अधिसूचित रूट पर चलने के लिए बसें पहले ही जुटाई जा चुकी हैं, लेकिन नियमित संचालन अभी तक शुरू नहीं हो सका है। इस सेवा को प्रदेश के अन्य शहरों तक विस्तार देने की तैयारी है। [1079, 2102, 1263, 2227]
coins-photo [206, 1597, 388, 1693]
bharti-sub3: नियमित से लेकर संविदा कर्मचारियों तक की जानकारी [206, 1697, 381, 1725]
muslim-sub2-head: मुस्लिम युवाओं को जोड़ने की रणनीति : [1171, 628, 1332, 640]
main-body: भोपाल, ईएमएस। इंदौर के भागीरथपुरा में दूषित पानी से हुई मौतों के बाद अब बालाघाट जिले के आदिवासी अंचल में भी दूषित पानी और बीमारियों के प्रकोप ने चिंता बढ़ा दी है। बिरसा ब्लॉक के कुंडेरूला, अडेही, कोरका, बोंदारी समेत आसपास के गांवों में पिछले डेढ़ महीने से बीमारी फैलने की बात सामने आई है। स्थानीय स्तर पर 19 बच्चों की मौत का दावा किया जा रहा है, जबकि स्वास्थ्य विभाग ने फिलहाल इनमें से केवल 8 मौतों की पुष्टि की है। मामले में सबसे बड़ा सवाल मौतों के वास्तविक कारण और सरकारी आंकड़ों को लेकर है। ग्रामीणों का आरोप है कि गांवों में लंबे समय से बीमारी फैल रही थी, लेकिन प्रशासन ने समय रहते व्यापक सर्वे और स्वास्थ्य जांच शुरू नहीं की। हालात बिगड़ने के बाद अब स्वास्थ्य विभाग ने घर-घर सर्वे, दवा वितरण, लार्वा सर्वे और फॉगिंग शुरू की है। ग्रामीण क्षेत्र में डेढ़ महीने के दौरान अलग-अलग बीमारियों से 19 लोगों की मौत होने का दावा किया जा रहा है। हालांकि स्वास्थ्य विभाग ने 9 बच्चों की मौत की पुष्टि की है। विभाग का कहना है कि सभी मौतों को दूषित पानी से जोड़ना अभी उचित नहीं है और वास्तविक कारण की जांच जारी है। इसी बीच कारण प्रशासनिक आंकड़ों और ग्रामीणों के दावों के बीच बड़ा अंतर सामने आया है। बीमारी फैलने की जानकारी सामने आने के बाद अब प्रभावित गांवों में स्वास्थ्य विभाग की टीमें सक्रिय की गई हैं। स्वास्थ्य विभाग के प्रभावित गांवों में घर-घर सर्वे शुरू किया। अब तक 2882 ग्रामीणों की जांच की जा चुकी है। इनमें 630 लोग अलग-अलग बीमारियों से पीड़ित पाए गए। विभागीय आंकड़ों के अनुसार 241 लोगों में मलेरिया, 127 में दस्त, 160 में खर्च रोग और 102 मरीजों में खांसी के साथ बुखार के लक्षण पाए गए हैं। बड़ी संख्या में बच्चों और ग्रामीणों के बीमार मिलने से क्षेत्र में स्वास्थ्य सेवाओं की स्थिति पर सवाल उठ रहे हैं। स्वास्थ्य विभाग के अनुसार 630 मरीजों में से 125 का अस्पताल में और 461 का घर पर इलाज किया जा रहा है। [312, 393, 608, 843]
lokayukt-headline: लोकायुक्त ने पांच साल में सिर्फ 33 प्रतिशत मामलों में पेश किया चालान [1017, 1484, 1309, 1535]
lokayukt-side [1351, 1565, 1523, 1933]
section-title-line1: राजनीतिक [663, 37, 840, 91]
bharti-bottom [16, 2097, 388, 2273]
